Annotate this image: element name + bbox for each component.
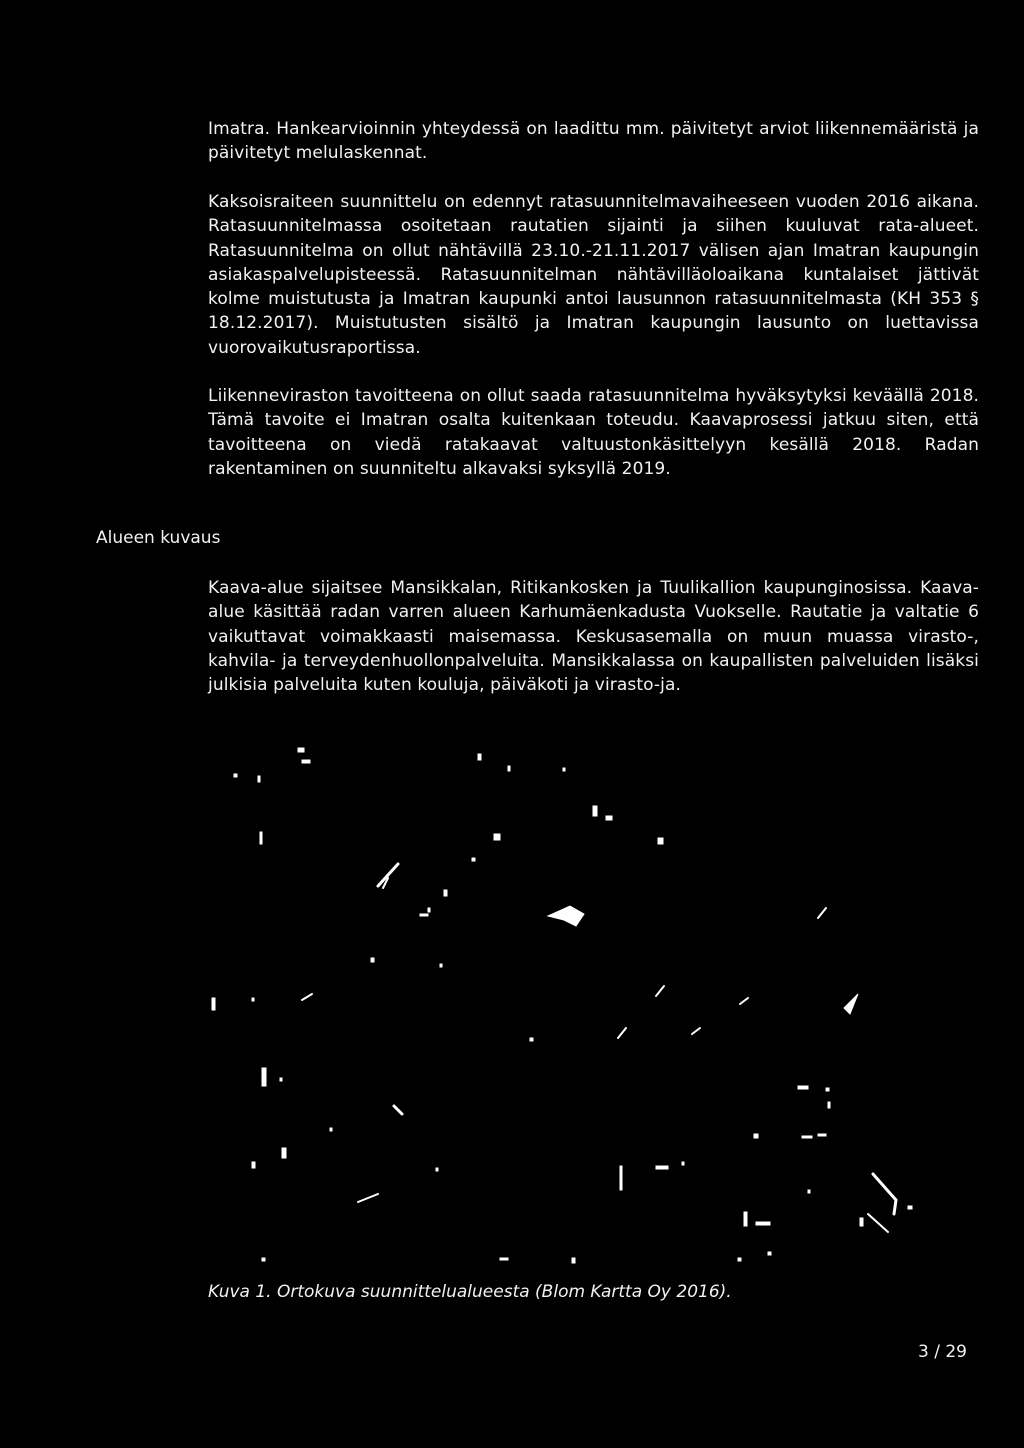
page-number: 3 / 29 [918,1342,967,1362]
figure-caption: Kuva 1. Ortokuva suunnittelualueesta (Blom Kartta Oy 2016). [208,1282,732,1302]
paragraph-intro: Imatra. Hankearvioinnin yhteydessä on laadittu mm. päivitetyt arviot liikennemääristä ja päivitetyt melulaskennat. [208,119,979,164]
paragraph-alueen-kuvaus: Kaava-alue sijaitsee Mansikkalan, Ritikankosken ja Tuulikallion kaupunginosissa. Kaava-alue käsittää radan varren alueen Karhumäenkadusta Vuokselle. Rautatie ja valtatie 6 vaikuttavat voimakkaasti maisemassa. Keskusasemalla on muun muassa virasto-, kahvila- ja terveydenhuollonpalveluita. Mansikkalassa on kaupallisten palveluiden lisäksi julkisia palveluita kuten kouluja, päiväkoti ja virasto-ja. [208,578,979,696]
section-heading-alueen-kuvaus: Alueen kuvaus [96,528,221,548]
orthophoto-speckles [208,738,916,1280]
orthophoto-image [208,738,916,1280]
paragraph-liikennevirasto: Liikenneviraston tavoitteena on ollut saada ratasuunnitelma hyväksytyksi keväällä 2018. Tämä tavoite ei Imatran osalta kuitenkaan toteudu. Kaavaprosessi jatkuu siten, että tavoitteena on viedä ratakaavat valtuustonkäsittelyyn kesällä 2018. Radan rakentaminen on suunniteltu alkavaksi syksyllä 2019. [208,386,979,479]
paragraph-ratasuunnitelma: Kaksoisraiteen suunnittelu on edennyt ratasuunnitelmavaiheeseen vuoden 2016 aikana. Ratasuunnitelmassa osoitetaan rautatien sijainti ja siihen kuuluvat rata-alueet. Ratasuunnitelma on ollut nähtävillä 23.10.-21.11.2017 välisen ajan Imatran kaupungin asiakaspalvelupisteessä. Ratasuunnitelman nähtävilläoloaikana kuntalaiset jättivät kolme muistutusta ja Imatran kaupunki antoi lausunnon ratasuunnitelmasta (KH 353 § 18.12.2017). Muistutusten sisältö ja Imatran kaupungin lausunto on luettavissa vuorovaikutusraportissa. [208,192,979,358]
